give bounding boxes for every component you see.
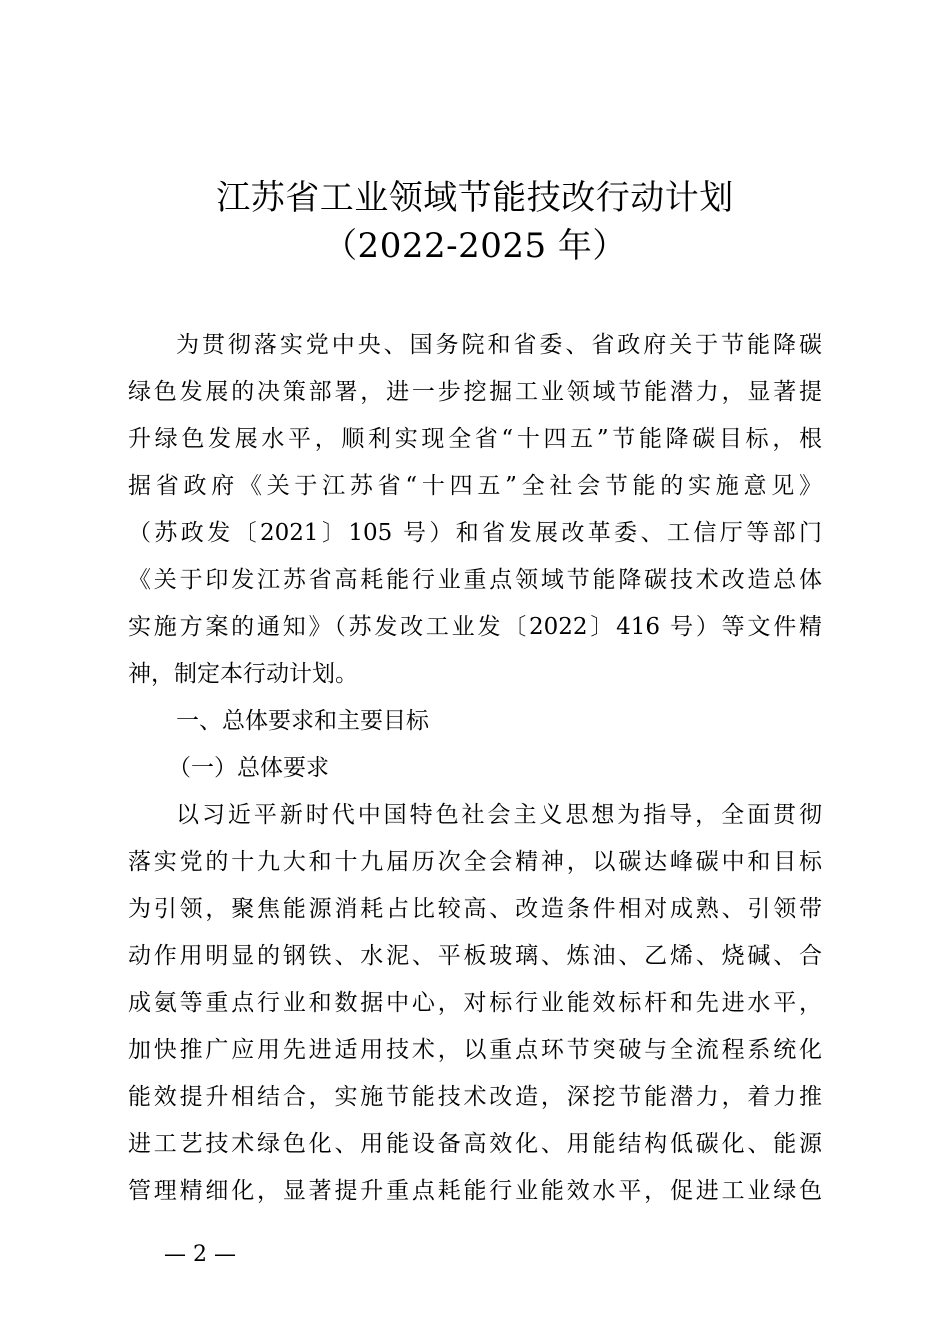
- paragraph-1-line: 升绿色发展水平，顺利实现全省“十四五”节能降碳目标，根: [128, 426, 822, 452]
- paragraph-1-line: （苏政发〔2021〕105 号）和省发展改革委、工信厅等部门: [128, 520, 822, 546]
- document-subtitle-years: （2022-2025 年）: [323, 226, 627, 266]
- page-number: — 2 —: [164, 1242, 236, 1267]
- paragraph-2-line: 加快推广应用先进适用技术，以重点环节突破与全流程系统化: [128, 1037, 822, 1063]
- section-heading-1: 一、总体要求和主要目标: [176, 708, 429, 734]
- paragraph-2-line: 动作用明显的钢铁、水泥、平板玻璃、炼油、乙烯、烧碱、合: [128, 943, 822, 969]
- paragraph-1-line: 据省政府《关于江苏省“十四五”全社会节能的实施意见》: [128, 473, 822, 499]
- paragraph-1-line: 神，制定本行动计划。: [128, 661, 358, 687]
- paragraph-1-line: 为贯彻落实党中央、国务院和省委、省政府关于节能降碳: [176, 332, 822, 358]
- paragraph-2-line: 能效提升相结合，实施节能技术改造，深挖节能潜力，着力推: [128, 1084, 822, 1110]
- paragraph-2-line: 管理精细化，显著提升重点耗能行业能效水平，促进工业绿色: [128, 1178, 822, 1204]
- paragraph-2-line: 成氨等重点行业和数据中心，对标行业能效标杆和先进水平，: [128, 990, 822, 1016]
- paragraph-1-line: 《关于印发江苏省高耗能行业重点领域节能降碳技术改造总体: [128, 567, 822, 593]
- section-heading-2: （一）总体要求: [168, 755, 329, 781]
- document-title: 江苏省工业领域节能技改行动计划: [216, 178, 734, 218]
- paragraph-2-line: 为引领，聚焦能源消耗占比较高、改造条件相对成熟、引领带: [128, 896, 822, 922]
- paragraph-1-line: 绿色发展的决策部署，进一步挖掘工业领域节能潜力，显著提: [128, 379, 822, 405]
- paragraph-2-line: 以习近平新时代中国特色社会主义思想为指导，全面贯彻: [176, 802, 822, 828]
- paragraph-1-line: 实施方案的通知》（苏发改工业发〔2022〕416 号）等文件精: [128, 614, 822, 640]
- document-body: [128, 322, 822, 1215]
- paragraph-2-line: 进工艺技术绿色化、用能设备高效化、用能结构低碳化、能源: [128, 1131, 822, 1157]
- paragraph-2-line: 落实党的十九大和十九届历次全会精神，以碳达峰碳中和目标: [128, 849, 822, 875]
